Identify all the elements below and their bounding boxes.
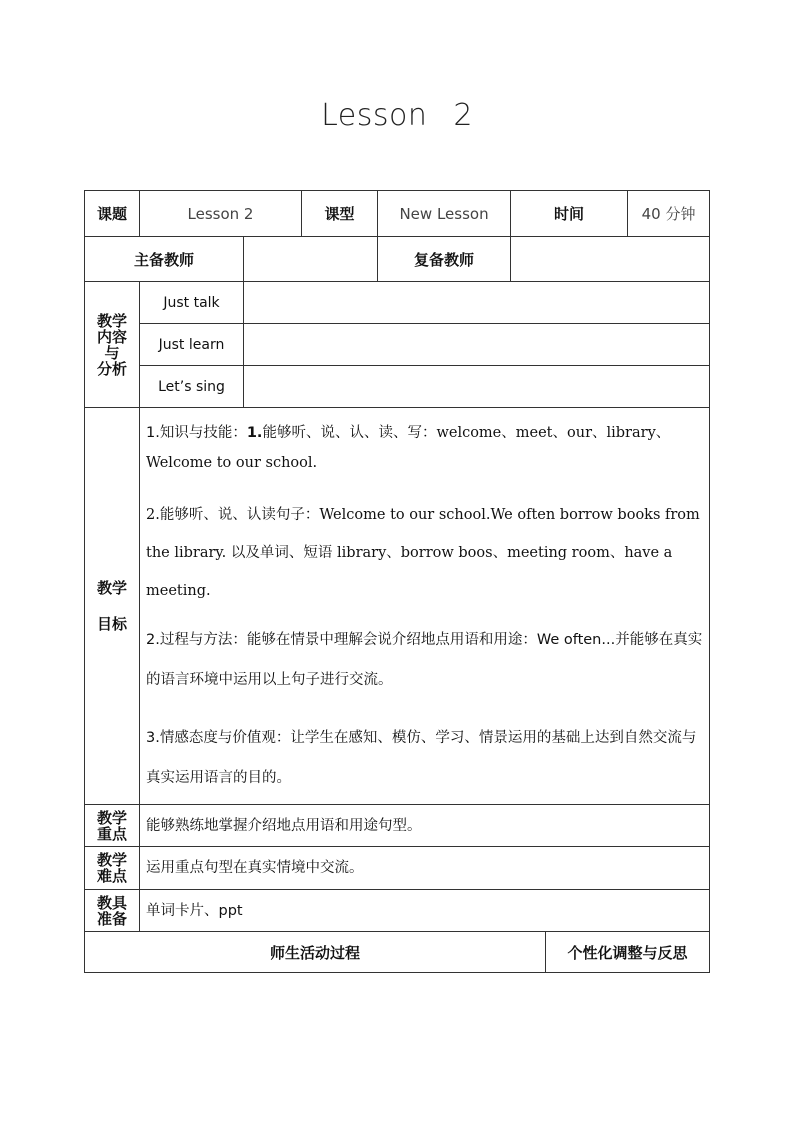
objective-1-head: 1.知识与技能： — [146, 425, 247, 441]
objective-paragraph — [146, 418, 706, 478]
objective-paragraph: 2.能够听、说、认读句子：Welcome to our school.We often borrow books from the library. 以及单词、短语 library、borrow boos、meeting room、have a meeting. — [146, 507, 700, 599]
main-teacher-value — [244, 237, 378, 282]
difficulties-label — [85, 847, 140, 890]
key-points-value: 能够熟练地掌握介绍地点用语和用途句型。 — [140, 805, 710, 847]
key-points-row — [85, 805, 710, 847]
materials-label — [85, 890, 140, 932]
materials-label-line: 准备 — [96, 909, 127, 928]
key-points-label-line: 重点 — [96, 824, 127, 843]
page-title — [0, 98, 794, 133]
difficulties-row — [85, 847, 710, 890]
content-label-line: 与 — [104, 343, 120, 362]
lesson-plan-table — [84, 190, 710, 973]
title-number: 2 — [453, 98, 473, 133]
objective-paragraph: 3.情感态度与价值观：让学生在感知、模仿、学习、情景运用的基础上达到自然交流与真实运用语言的目的。 — [146, 730, 697, 786]
difficulties-value: 运用重点句型在真实情境中交流。 — [140, 847, 710, 890]
secondary-teacher-value — [511, 237, 710, 282]
difficulties-label-line: 难点 — [96, 867, 127, 885]
content-label — [85, 282, 140, 408]
difficulties-label-line: 教学 — [96, 851, 127, 869]
content-item-value — [244, 366, 710, 408]
objectives-label-line: 教学 — [96, 579, 127, 597]
materials-value: 单词卡片、ppt — [140, 890, 710, 932]
key-points-label — [85, 805, 140, 847]
secondary-teacher-label: 复备教师 — [378, 237, 511, 282]
content-item-value — [244, 324, 710, 366]
objectives-row — [85, 408, 710, 805]
type-label: 课型 — [302, 191, 378, 237]
type-value: New Lesson — [378, 191, 511, 237]
materials-label-line: 教具 — [96, 893, 127, 912]
objective-1-num: 1. — [246, 425, 263, 441]
content-label-line: 内容 — [96, 327, 127, 346]
process-header: 师生活动过程 — [85, 932, 546, 973]
footer-row — [85, 932, 710, 973]
reflection-header: 个性化调整与反思 — [546, 932, 710, 973]
content-item-label: Let’s sing — [140, 366, 244, 408]
content-item-label: Just learn — [140, 324, 244, 366]
content-label-line: 分析 — [96, 359, 127, 378]
objectives-content — [140, 408, 710, 805]
content-row — [85, 324, 710, 366]
objectives-label-line: 目标 — [96, 615, 127, 633]
header-row — [85, 191, 710, 237]
content-label-line: 教学 — [96, 311, 127, 330]
objectives-label — [85, 408, 140, 805]
objective-1-body: 能够听、说、认、读、写：welcome、meet、our、library、Welcome to our school. — [146, 425, 671, 471]
objective-paragraph: 2.过程与方法：能够在情景中理解会说介绍地点用语和用途：We often...并能够在真实的语言环境中运用以上句子进行交流。 — [146, 632, 703, 688]
time-label: 时间 — [511, 191, 628, 237]
content-row — [85, 282, 710, 324]
topic-label: 课题 — [85, 191, 140, 237]
content-item-value — [244, 282, 710, 324]
teachers-row — [85, 237, 710, 282]
topic-value: Lesson 2 — [140, 191, 302, 237]
key-points-label-line: 教学 — [96, 808, 127, 827]
materials-row — [85, 890, 710, 932]
time-value: 40 分钟 — [628, 191, 710, 237]
title-word: Lesson — [321, 98, 428, 133]
main-teacher-label: 主备教师 — [85, 237, 244, 282]
content-item-label: Just talk — [140, 282, 244, 324]
content-row — [85, 366, 710, 408]
